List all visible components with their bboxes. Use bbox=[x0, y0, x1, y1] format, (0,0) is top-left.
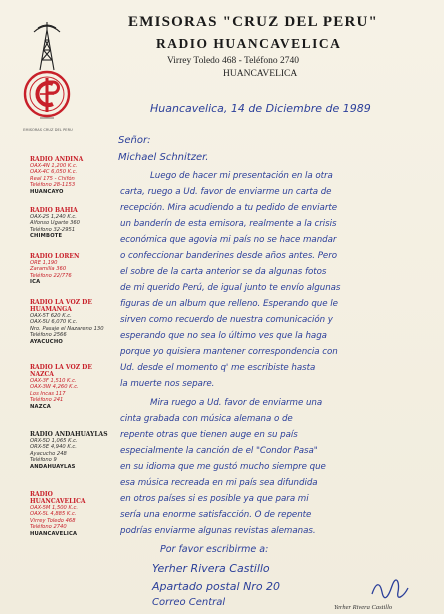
station-line: OAX-5U 6,070 K.c. bbox=[30, 319, 78, 326]
letter-line: Luego de hacer mi presentación en la otra bbox=[150, 171, 333, 181]
station-city: NAZCA bbox=[30, 403, 51, 410]
letter-line: podrías enviarme algunas revistas alemanas. bbox=[120, 526, 316, 536]
station-item bbox=[30, 364, 110, 410]
letter-recipient: Michael Schnitzer. bbox=[118, 152, 209, 163]
station-line: OAX-3W 4,260 K.c. bbox=[30, 384, 79, 391]
letter-line: sirven como recuerdo de nuestra comunicación y bbox=[120, 315, 333, 325]
station-line: Teléfono 2566 bbox=[30, 332, 67, 339]
letter-date: Huancavelica, 14 de Diciembre de 1989 bbox=[150, 102, 371, 115]
station-name: RADIO ANDINA bbox=[30, 156, 84, 163]
station-line: OAX-3F 1,510 K.c. bbox=[30, 378, 77, 384]
letter-line: sería una enorme satisfacción. O de repente bbox=[120, 510, 312, 520]
station-city: CHIMBOTE bbox=[30, 233, 63, 240]
letter-line: económica que agovia mi país no se hace mandar bbox=[120, 235, 337, 245]
station-line: Teléfono 9 bbox=[30, 457, 57, 464]
sender-box: Apartado postal Nro 20 bbox=[152, 580, 281, 593]
letter-line: o confeccionar banderines desde años antes. Pero bbox=[120, 251, 337, 261]
station-city: ANDAHUAYLAS bbox=[30, 463, 76, 470]
station-item bbox=[30, 207, 110, 240]
station-item bbox=[30, 299, 110, 345]
station-line: OAX-5M 1,500 K.c. bbox=[30, 505, 79, 511]
station-line: OAX-4N 1,200 K.c. bbox=[30, 163, 78, 169]
station-line: Zaramilla 360 bbox=[30, 266, 67, 273]
letterhead-city: HUANCAVELICA bbox=[223, 69, 298, 79]
letter-line: el sobre de la carta anterior se da algunas fotos bbox=[120, 267, 327, 277]
station-item bbox=[30, 156, 110, 195]
letter-line: de mi querido Perú, de igual junto te envío algunas bbox=[120, 283, 341, 293]
station-line: Teléfono 32-2951 bbox=[30, 226, 76, 233]
letter-line: figuras de un album que relleno. Esperando que le bbox=[120, 299, 338, 309]
station-name: RADIO HUANCAVELICA bbox=[30, 491, 86, 505]
letter-line: recepción. Mira acudiendo a tu pedido de enviarte bbox=[120, 203, 337, 213]
letter-closing: Por favor escribirme a: bbox=[160, 544, 269, 555]
station-item bbox=[30, 431, 110, 470]
station-line: Teléfono 241 bbox=[30, 397, 64, 404]
letter-line: especialmente la canción de el "Condor Pasa" bbox=[120, 446, 318, 456]
station-line: Ayacucho 248 bbox=[30, 450, 67, 457]
station-name: RADIO LA VOZ DE HUAMANGA bbox=[30, 299, 92, 313]
letter-line: repente otras que tienen auge en su país bbox=[120, 430, 298, 440]
letter-line: esperando que no sea lo último ves que la haga bbox=[120, 331, 327, 341]
station-line: Teléfono 28-1153 bbox=[30, 182, 76, 189]
letter-line: en su idioma que me gustó mucho siempre que bbox=[120, 462, 326, 472]
letterhead-subtitle: RADIO HUANCAVELICA bbox=[156, 36, 342, 51]
station-name: RADIO LOREN bbox=[30, 253, 80, 260]
station-line: OAX-5T 620 K.c. bbox=[30, 313, 72, 319]
station-line: Alfonso Ugarte 360 bbox=[30, 220, 80, 227]
station-item bbox=[30, 253, 110, 286]
station-item bbox=[30, 491, 110, 537]
station-line: ORX-5D 1,065 K.c. bbox=[30, 438, 78, 444]
station-line: OAX-5L 4,885 K.c. bbox=[30, 511, 77, 518]
station-name: RADIO BAHIA bbox=[30, 207, 78, 214]
letter-line: un banderín de esta emisora, realmente a la crisis bbox=[120, 219, 337, 229]
station-line: OAX-2S 1,240 K.c. bbox=[30, 214, 77, 220]
station-city: HUANCAVELICA bbox=[30, 530, 78, 537]
letter-salutation: Señor: bbox=[118, 135, 151, 146]
letterhead-title: EMISORAS "CRUZ DEL PERU" bbox=[128, 14, 379, 30]
station-line: Teléfono 22/776 bbox=[30, 272, 72, 279]
logo-caption: EMISORAS CRUZ DEL PERU bbox=[23, 128, 73, 132]
station-line: ORE 1,190 bbox=[30, 260, 58, 266]
letter-line: cinta grabada con música alemana o de bbox=[120, 414, 293, 424]
sender-office: Correo Central bbox=[152, 597, 226, 608]
station-name: RADIO LA VOZ DE NAZCA bbox=[30, 364, 92, 378]
station-line: OAX-4C 6,050 K.c. bbox=[30, 169, 78, 176]
station-city: AYACUCHO bbox=[30, 338, 63, 345]
sender-name: Yerher Rivera Castillo bbox=[152, 562, 270, 575]
station-line: Real 175 - Chifón bbox=[30, 175, 75, 182]
letter-line: esa música recreada en mi país sea difundida bbox=[120, 478, 318, 488]
letter-line: Mira ruego a Ud. favor de enviarme una bbox=[150, 398, 323, 408]
station-city: HUANCAYO bbox=[30, 188, 64, 195]
station-line: Nro. Pasaje el Nazareno 130 bbox=[30, 325, 104, 332]
station-line: ORX-5E 4,940 K.c. bbox=[30, 444, 77, 451]
radio-tower-logo-icon bbox=[20, 20, 74, 128]
letter-line: Ud. desde el momento q' me escribiste hasta bbox=[120, 363, 316, 373]
letterhead-address: Virrey Toledo 468 - Teléfono 2740 bbox=[167, 56, 300, 66]
station-line: Teléfono 2740 bbox=[30, 524, 67, 531]
letter-line: carta, ruego a Ud. favor de enviarme un carta de bbox=[120, 187, 332, 197]
letter-line: en otros países si es posible ya que para mi bbox=[120, 494, 309, 504]
station-city: ICA bbox=[30, 279, 41, 286]
station-name: RADIO ANDAHUAYLAS bbox=[30, 431, 108, 438]
typed-signature: Yerher Rivera Castillo bbox=[334, 604, 393, 611]
letter-line: la muerte nos separe. bbox=[120, 379, 215, 389]
station-line: Los Incas 117 bbox=[30, 390, 66, 397]
letter-line: porque yo quisiera mantener correspondencia con bbox=[120, 347, 338, 357]
station-line: Virrey Toledo 468 bbox=[30, 517, 76, 524]
signature-scribble-icon bbox=[370, 578, 410, 600]
